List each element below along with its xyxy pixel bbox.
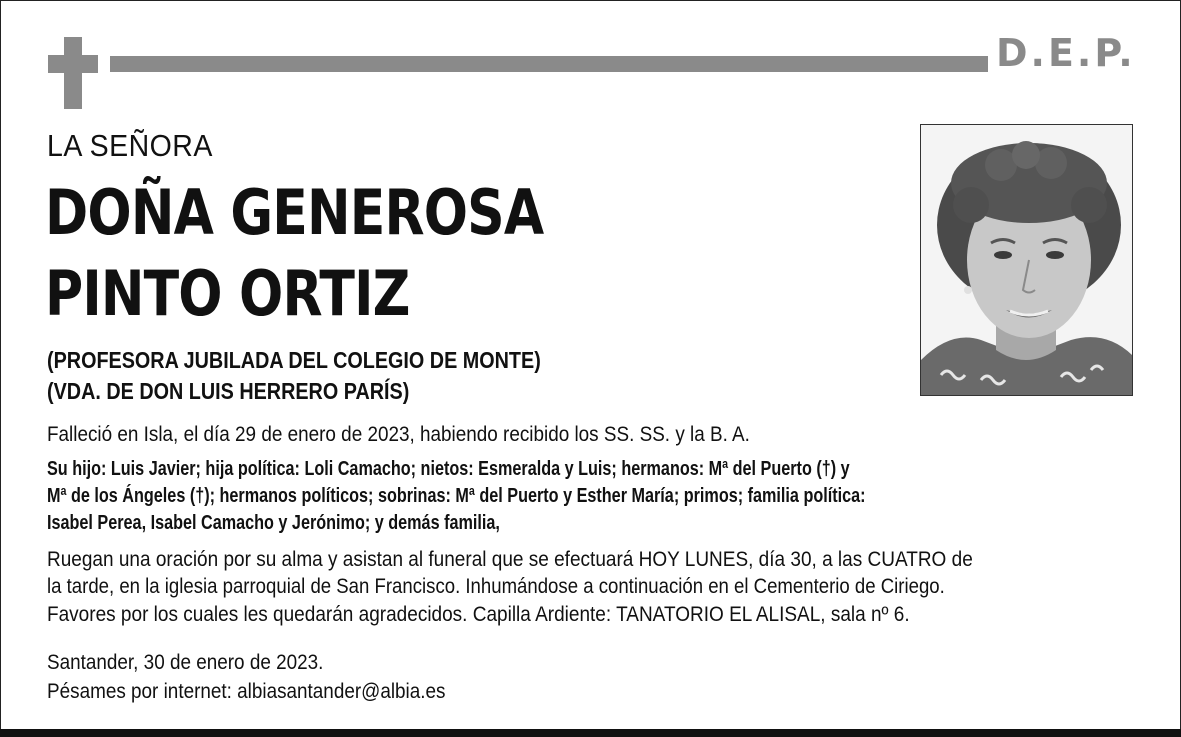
dep-label: D.E.P.: [996, 31, 1136, 75]
deceased-name-line1: DOÑA GENEROSA: [45, 176, 544, 249]
place-date: Santander, 30 de enero de 2023.: [47, 651, 324, 674]
deceased-name-line2: PINTO ORTIZ: [45, 257, 410, 330]
condolences-email: Pésames por internet: albiasantander@albia.es: [47, 680, 446, 703]
cross-icon-arm: [48, 55, 98, 73]
cross-icon: [64, 37, 82, 109]
subtitle-widow: (VDA. DE DON LUIS HERRERO PARÍS): [47, 378, 410, 404]
request-line: Ruegan una oración por su alma y asistan al funeral que se efectuará HOY LUNES, día 30, a las CUATRO de: [47, 548, 973, 571]
honorific: LA SEÑORA: [47, 128, 213, 163]
header-rule: [110, 56, 988, 72]
portrait-illustration: [921, 125, 1132, 395]
death-statement: Falleció en Isla, el día 29 de enero de 2023, habiendo recibido los SS. SS. y la B. A.: [47, 423, 750, 446]
family-line: Isabel Perea, Isabel Camacho y Jerónimo; y demás familia,: [47, 512, 500, 534]
request-line: Favores por los cuales les quedarán agradecidos. Capilla Ardiente: TANATORIO EL ALISAL, sala nº 6.: [47, 603, 910, 626]
family-line: Su hijo: Luis Javier; hija política: Loli Camacho; nietos: Esmeralda y Luis; hermanos: Mª del Puerto (†) y: [47, 458, 850, 480]
portrait-photo: [920, 124, 1133, 396]
subtitle-profession: (PROFESORA JUBILADA DEL COLEGIO DE MONTE): [47, 347, 541, 373]
family-line: Mª de los Ángeles (†); hermanos políticos; sobrinas: Mª del Puerto y Esther María; primos; familia política:: [47, 485, 866, 507]
request-line: la tarde, en la iglesia parroquial de San Francisco. Inhumándose a continuación en el Cementerio de Ciriego.: [47, 575, 945, 598]
bottom-border: [0, 729, 1181, 737]
